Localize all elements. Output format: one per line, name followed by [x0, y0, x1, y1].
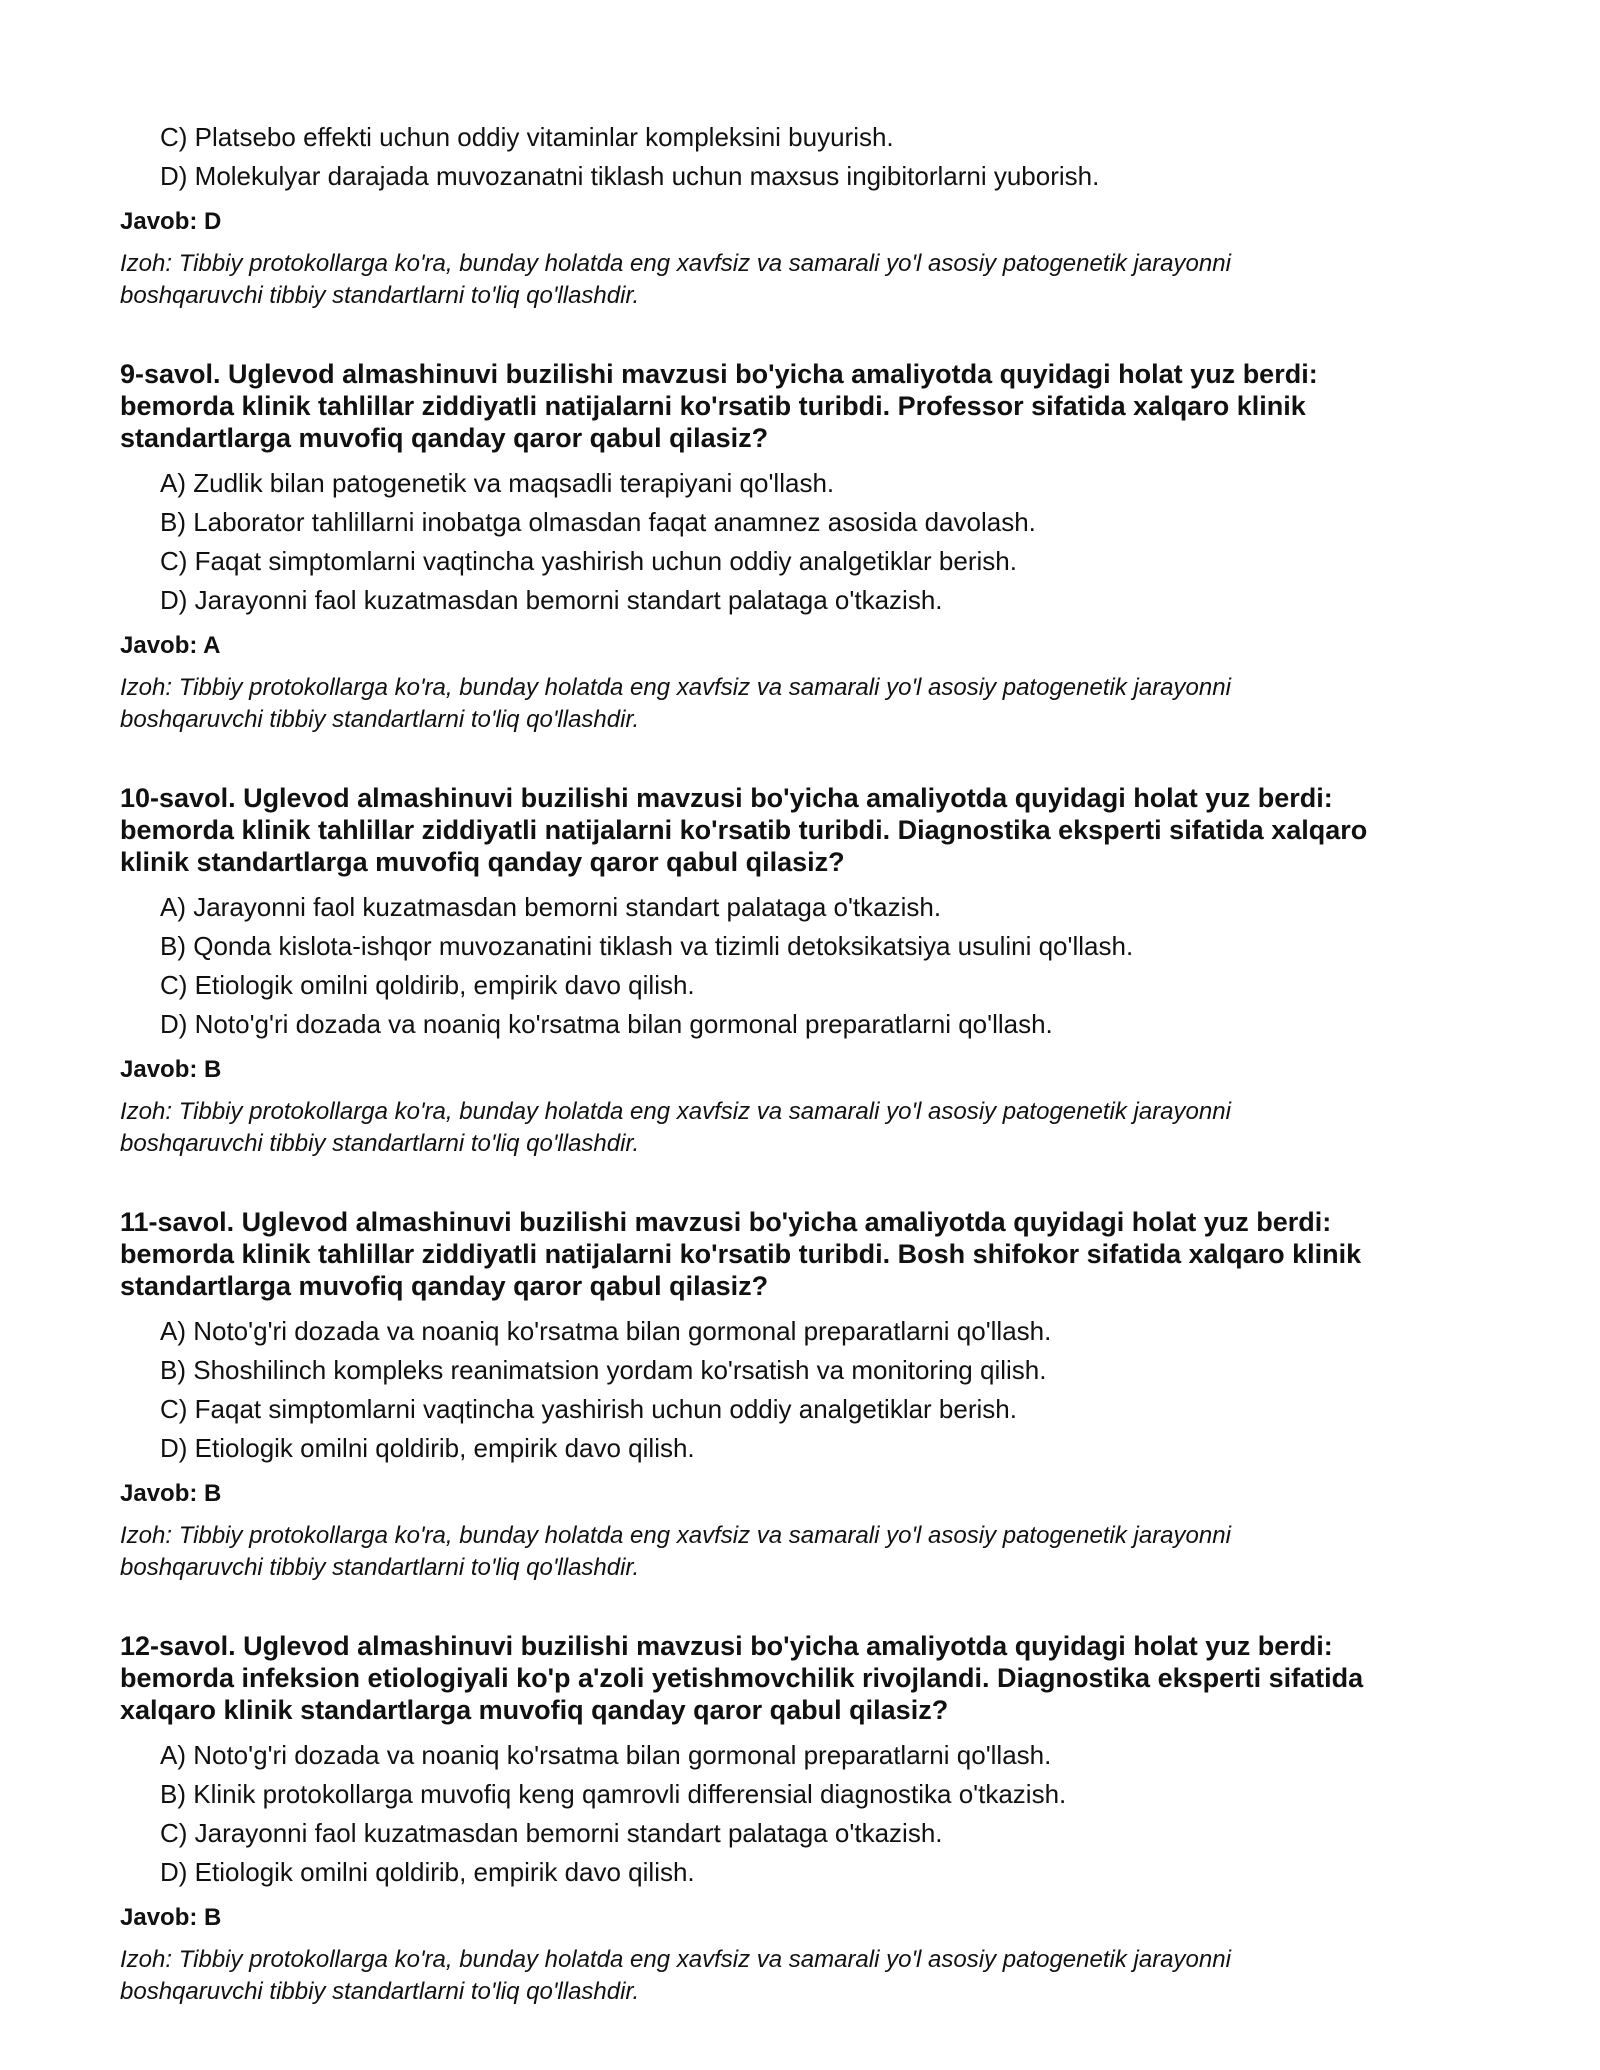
- explanation-line: Izoh: Tibbiy protokollarga ko'ra, bunday holatda eng xavfsiz va samarali yo'l asosiy patogenetik jarayonni: [120, 250, 1231, 277]
- explanation: [120, 672, 1500, 736]
- explanation-line: boshqaruvchi tibbiy standartlarni to'liq qo'llashdir.: [120, 1554, 640, 1581]
- option-d: D) Jarayonni faol kuzatmasdan bemorni standart palataga o'tkazish.: [160, 585, 943, 615]
- option-a: A) Noto'g'ri dozada va noaniq ko'rsatma bilan gormonal preparatlarni qo'llash.: [160, 1740, 1052, 1770]
- question-title-line: 12-savol. Uglevod almashinuvi buzilishi mavzusi bo'yicha amaliyotda quyidagi holat yuz berdi:: [120, 1631, 1333, 1661]
- option-c: C) Jarayonni faol kuzatmasdan bemorni standart palataga o'tkazish.: [160, 1818, 943, 1848]
- option-d: D) Noto'g'ri dozada va noaniq ko'rsatma bilan gormonal preparatlarni qo'llash.: [160, 1009, 1053, 1039]
- question-11: [120, 1206, 1500, 1584]
- option-d: D) Etiologik omilni qoldirib, empirik davo qilish.: [160, 1857, 695, 1887]
- explanation-line: Izoh: Tibbiy protokollarga ko'ra, bunday holatda eng xavfsiz va samarali yo'l asosiy patogenetik jarayonni: [120, 674, 1231, 701]
- explanation-line: Izoh: Tibbiy protokollarga ko'ra, bunday holatda eng xavfsiz va samarali yo'l asosiy patogenetik jarayonni: [120, 1098, 1231, 1125]
- question-title-line: bemorda klinik tahlillar ziddiyatli natijalarni ko'rsatib turibdi. Professor sifatida xalqaro klinik: [120, 391, 1306, 421]
- option-a: A) Zudlik bilan patogenetik va maqsadli terapiyani qo'llash.: [160, 468, 835, 498]
- option-b: B) Klinik protokollarga muvofiq keng qamrovli differensial diagnostika o'tkazish.: [160, 1779, 1067, 1809]
- question-title-line: standartlarga muvofiq qanday qaror qabul qilasiz?: [120, 1271, 769, 1301]
- option-b: B) Qonda kislota-ishqor muvozanatini tiklash va tizimli detoksikatsiya usulini qo'llash.: [160, 931, 1134, 961]
- question-title-line: standartlarga muvofiq qanday qaror qabul qilasiz?: [120, 423, 769, 453]
- option-a: A) Noto'g'ri dozada va noaniq ko'rsatma bilan gormonal preparatlarni qo'llash.: [160, 1316, 1052, 1346]
- explanation: [120, 248, 1500, 312]
- explanation-line: Izoh: Tibbiy protokollarga ko'ra, bunday holatda eng xavfsiz va samarali yo'l asosiy patogenetik jarayonni: [120, 1946, 1231, 1973]
- question-title: [120, 782, 1500, 878]
- option-d: D) Molekulyar darajada muvozanatni tiklash uchun maxsus ingibitorlarni yuborish.: [160, 161, 1100, 191]
- question-title-line: bemorda klinik tahlillar ziddiyatli natijalarni ko'rsatib turibdi. Diagnostika eksperti sifatida xalqaro: [120, 815, 1368, 845]
- option-c: C) Etiologik omilni qoldirib, empirik davo qilish.: [160, 970, 695, 1000]
- question-title-line: xalqaro klinik standartlarga muvofiq qanday qaror qabul qilasiz?: [120, 1695, 949, 1725]
- answer-label: Javob: A: [120, 632, 221, 659]
- answer-label: Javob: D: [120, 208, 222, 235]
- question-title: [120, 358, 1500, 454]
- option-b: B) Shoshilinch kompleks reanimatsion yordam ko'rsatish va monitoring qilish.: [160, 1355, 1047, 1385]
- option-c: C) Faqat simptomlarni vaqtincha yashirish uchun oddiy analgetiklar berish.: [160, 1394, 1017, 1424]
- question-title-line: bemorda infeksion etiologiyali ko'p a'zoli yetishmovchilik rivojlandi. Diagnostika eksperti sifatida: [120, 1663, 1364, 1693]
- question-title-line: 10-savol. Uglevod almashinuvi buzilishi mavzusi bo'yicha amaliyotda quyidagi holat yuz berdi:: [120, 783, 1333, 813]
- answer-label: Javob: B: [120, 1056, 222, 1083]
- question-title-line: klinik standartlarga muvofiq qanday qaror qabul qilasiz?: [120, 847, 845, 877]
- question-title-line: 11-savol. Uglevod almashinuvi buzilishi mavzusi bo'yicha amaliyotda quyidagi holat yuz berdi:: [120, 1207, 1332, 1237]
- answer-label: Javob: B: [120, 1904, 222, 1931]
- question-8-tail: [120, 118, 1500, 312]
- option-a: A) Jarayonni faol kuzatmasdan bemorni standart palataga o'tkazish.: [160, 892, 942, 922]
- explanation-line: Izoh: Tibbiy protokollarga ko'ra, bunday holatda eng xavfsiz va samarali yo'l asosiy patogenetik jarayonni: [120, 1522, 1231, 1549]
- question-title-line: bemorda klinik tahlillar ziddiyatli natijalarni ko'rsatib turibdi. Bosh shifokor sifatida xalqaro klinik: [120, 1239, 1362, 1269]
- option-c: C) Platsebo effekti uchun oddiy vitaminlar kompleksini buyurish.: [160, 122, 894, 152]
- explanation-line: boshqaruvchi tibbiy standartlarni to'liq qo'llashdir.: [120, 282, 640, 309]
- document-page: [120, 118, 1500, 2008]
- explanation-line: boshqaruvchi tibbiy standartlarni to'liq qo'llashdir.: [120, 1978, 640, 2005]
- option-c: C) Faqat simptomlarni vaqtincha yashirish uchun oddiy analgetiklar berish.: [160, 546, 1017, 576]
- question-title: [120, 1630, 1500, 1726]
- explanation: [120, 1096, 1500, 1160]
- option-d: D) Etiologik omilni qoldirib, empirik davo qilish.: [160, 1433, 695, 1463]
- answer-label: Javob: B: [120, 1480, 222, 1507]
- explanation-line: boshqaruvchi tibbiy standartlarni to'liq qo'llashdir.: [120, 706, 640, 733]
- question-title: [120, 1206, 1500, 1302]
- explanation: [120, 1520, 1500, 1584]
- question-10: [120, 782, 1500, 1160]
- explanation: [120, 1944, 1500, 2008]
- question-title-line: 9-savol. Uglevod almashinuvi buzilishi mavzusi bo'yicha amaliyotda quyidagi holat yuz berdi:: [120, 359, 1318, 389]
- question-12: [120, 1630, 1500, 2008]
- explanation-line: boshqaruvchi tibbiy standartlarni to'liq qo'llashdir.: [120, 1130, 640, 1157]
- option-b: B) Laborator tahlillarni inobatga olmasdan faqat anamnez asosida davolash.: [160, 507, 1036, 537]
- question-9: [120, 358, 1500, 736]
